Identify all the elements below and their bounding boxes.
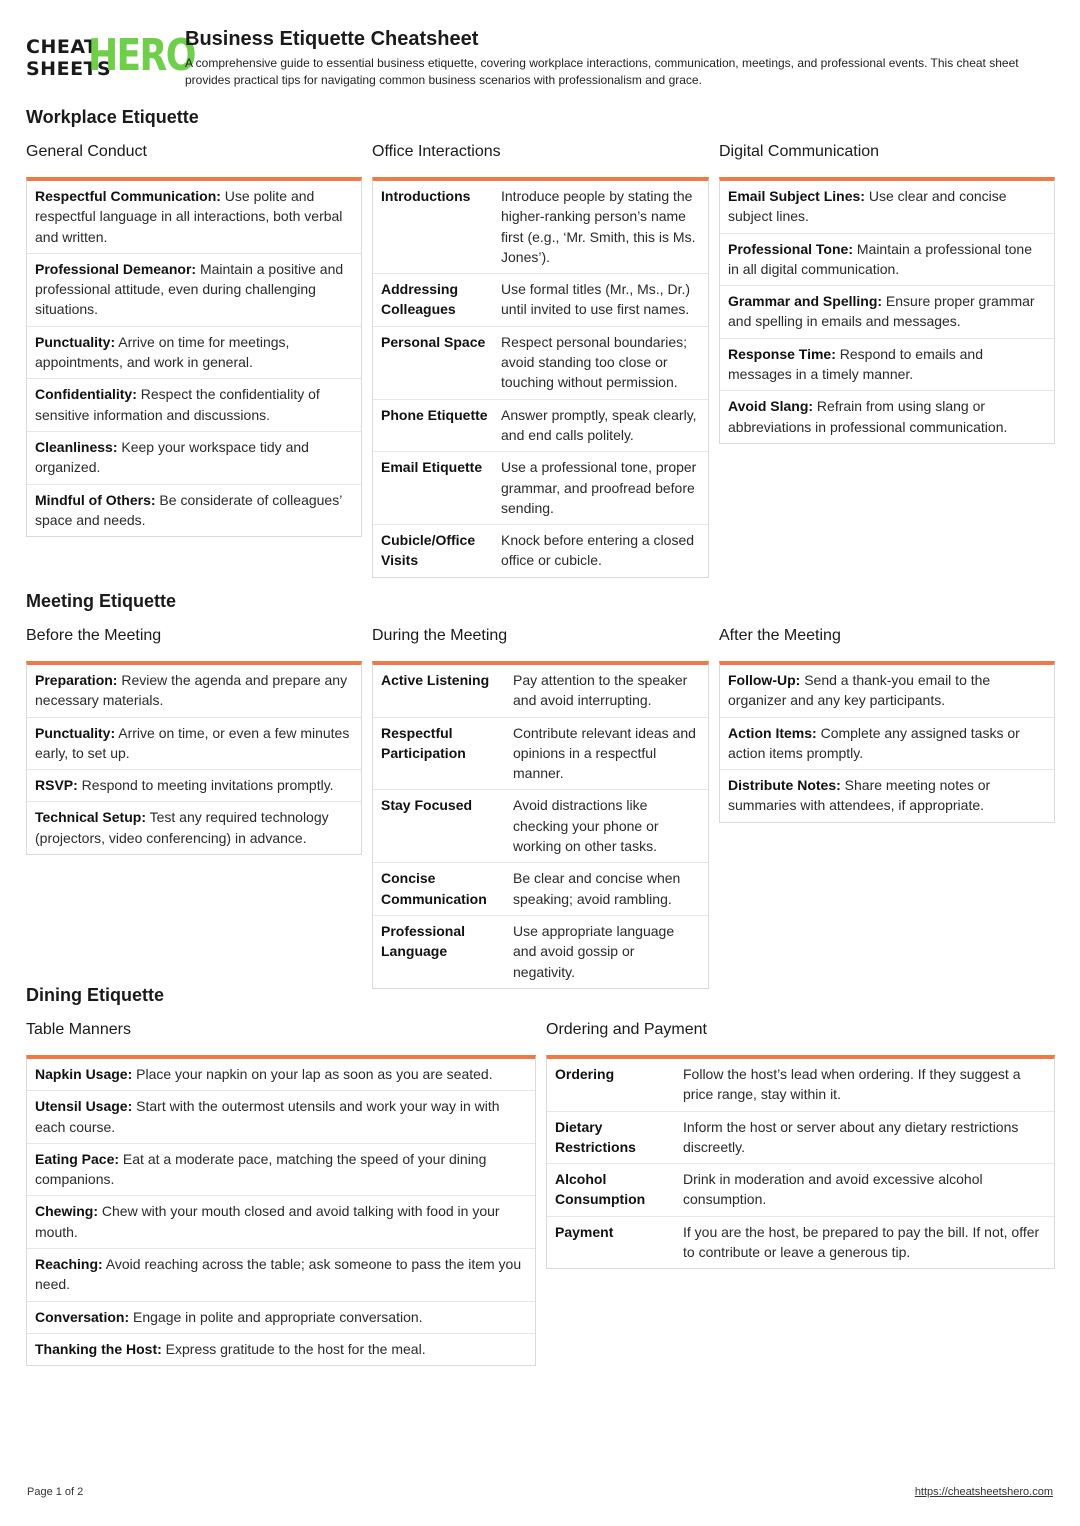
item-description: Start with the outermost utensils and work your way in with each course. xyxy=(35,1098,500,1135)
list-card xyxy=(719,661,1055,823)
logo-text-sheets: SHEETS xyxy=(26,58,112,80)
cheatsheetshero-logo[interactable] xyxy=(26,30,195,86)
item-term: Email Subject Lines: xyxy=(728,188,865,204)
row-term: Ordering xyxy=(555,1066,615,1082)
table-row xyxy=(547,1217,1054,1269)
list-item xyxy=(27,379,361,432)
section-title-meeting: Meeting Etiquette xyxy=(26,591,177,611)
table-row xyxy=(373,452,708,525)
item-term: Preparation: xyxy=(35,672,118,688)
list-item xyxy=(27,1059,535,1091)
row-description: Be clear and concise when speaking; avoid rambling. xyxy=(513,870,681,907)
list-item xyxy=(720,286,1054,339)
table-row xyxy=(547,1112,1054,1165)
subsection-title: After the Meeting xyxy=(719,627,841,644)
item-description: Refrain from using slang or abbreviations in professional communication. xyxy=(728,398,1008,435)
list-item xyxy=(720,181,1054,234)
item-description: Eat at a moderate pace, matching the speed of your dining companions. xyxy=(35,1150,487,1188)
row-term: Introductions xyxy=(381,188,471,204)
table-row xyxy=(373,665,708,718)
item-description: Use clear and concise subject lines. xyxy=(728,188,1007,225)
item-term: Follow-Up: xyxy=(728,672,801,688)
item-term: Mindful of Others: xyxy=(35,491,156,508)
row-term: Stay Focused xyxy=(381,797,473,814)
item-term: Response Time: xyxy=(728,345,836,362)
table-row xyxy=(373,790,708,863)
list-item xyxy=(27,802,361,854)
item-term: Thanking the Host: xyxy=(35,1340,162,1357)
row-description: Pay attention to the speaker and avoid interrupting. xyxy=(513,672,688,709)
item-term: Distribute Notes: xyxy=(728,777,841,794)
item-description: Share meeting notes or summaries with attendees, if appropriate. xyxy=(728,777,991,814)
list-item xyxy=(27,1302,535,1334)
item-term: Confidentiality: xyxy=(35,386,137,403)
item-description: Arrive on time for meetings, appointments, and work in general. xyxy=(35,333,290,371)
row-term: Respectful Participation xyxy=(381,724,466,761)
item-term: Cleanliness: xyxy=(35,438,118,455)
list-item xyxy=(720,770,1054,822)
row-description: Use appropriate language and avoid gossip or negativity. xyxy=(513,922,675,980)
item-term: Respectful Communication: xyxy=(35,188,221,204)
item-description: Engage in polite and appropriate conversation. xyxy=(129,1308,423,1325)
list-item xyxy=(27,1334,535,1365)
table-row xyxy=(373,863,708,916)
subsection-title: During the Meeting xyxy=(372,627,508,644)
row-description: Use a professional tone, proper grammar, and proofread before sending. xyxy=(501,459,697,516)
row-description: Inform the host or server about any dietary restrictions discreetly. xyxy=(683,1118,1019,1155)
row-description: Introduce people by stating the higher-ranking person’s name first (e.g., ‘Mr. Smith, this is Ms. Jones’). xyxy=(501,188,696,265)
list-item xyxy=(27,665,361,718)
column-after-meeting xyxy=(719,627,1055,823)
table-row xyxy=(373,327,708,400)
item-term: Utensil Usage: xyxy=(35,1098,133,1115)
item-term: Technical Setup: xyxy=(35,809,146,826)
list-item xyxy=(27,1196,535,1249)
list-item xyxy=(27,770,361,802)
row-description: Follow the host’s lead when ordering. If they suggest a price range, stay within it. xyxy=(683,1066,1021,1103)
list-card xyxy=(26,1055,536,1366)
table-row xyxy=(373,718,708,791)
site-link[interactable]: https://cheatsheetshero.com xyxy=(914,1486,1053,1498)
subsection-title: General Conduct xyxy=(26,143,147,160)
item-description: Keep your workspace tidy and organized. xyxy=(35,438,309,476)
list-item xyxy=(27,181,361,254)
column-general-conduct xyxy=(26,143,362,537)
table-row xyxy=(373,525,708,577)
table-row xyxy=(373,916,708,988)
page-number: Page 1 of 2 xyxy=(27,1486,84,1498)
item-description: Chew with your mouth closed and avoid talking with food in your mouth. xyxy=(35,1203,500,1240)
table-row xyxy=(547,1164,1054,1217)
item-description: Ensure proper grammar and spelling in emails and messages. xyxy=(728,293,1035,330)
row-term: Payment xyxy=(555,1223,614,1240)
item-description: Be considerate of colleagues’ space and needs. xyxy=(35,491,342,528)
table-row xyxy=(373,274,708,327)
row-term: Cubicle/Office Visits xyxy=(381,532,476,569)
subsection-title: Ordering and Payment xyxy=(546,1021,707,1038)
column-before-meeting xyxy=(26,627,362,855)
list-item xyxy=(27,327,361,380)
page-description: A comprehensive guide to essential business etiquette, covering workplace interactions, communication, meetings, and professional events. This cheat sheet provides practical tips for navigating common business scenarios with professionalism and grace. xyxy=(185,56,1019,87)
row-description: Avoid distractions like checking your phone or working on other tasks. xyxy=(513,797,659,855)
column-office-interactions xyxy=(372,143,709,578)
section-title-workplace: Workplace Etiquette xyxy=(26,107,199,127)
column-during-meeting xyxy=(372,627,709,989)
column-ordering-payment xyxy=(546,1021,1055,1269)
table-row xyxy=(373,400,708,453)
list-item xyxy=(27,254,361,327)
table-row xyxy=(373,181,708,274)
logo-text-cheat: CHEAT xyxy=(26,36,98,58)
item-description: Respond to meeting invitations promptly. xyxy=(77,777,334,794)
item-term: Napkin Usage: xyxy=(35,1066,133,1082)
row-description: Use formal titles (Mr., Ms., Dr.) until invited to use first names. xyxy=(501,281,691,318)
item-term: Grammar and Spelling: xyxy=(728,293,883,310)
item-description: Send a thank-you email to the organizer and any key participants. xyxy=(728,672,991,709)
row-term: Professional Language xyxy=(381,922,466,960)
item-description: Arrive on time, or even a few minutes early, to set up. xyxy=(35,724,350,761)
list-item xyxy=(27,432,361,485)
list-item xyxy=(720,339,1054,392)
list-card xyxy=(26,177,362,537)
subsection-title: Digital Communication xyxy=(719,143,880,160)
page-title: Business Etiquette Cheatsheet xyxy=(185,28,479,50)
table-card xyxy=(372,177,709,578)
item-description: Avoid reaching across the table; ask someone to pass the item you need. xyxy=(35,1256,522,1293)
list-item xyxy=(27,718,361,771)
row-term: Concise Communication xyxy=(381,870,487,907)
row-description: Contribute relevant ideas and opinions in a respectful manner. xyxy=(513,724,696,782)
item-term: RSVP: xyxy=(35,777,78,794)
list-item xyxy=(720,718,1054,771)
list-card xyxy=(26,661,362,855)
list-item xyxy=(720,665,1054,718)
column-table-manners xyxy=(26,1021,536,1366)
item-term: Conversation: xyxy=(35,1308,130,1325)
item-description: Respond to emails and messages in a timely manner. xyxy=(728,345,983,383)
item-term: Punctuality: xyxy=(35,333,116,350)
row-description: Answer promptly, speak clearly, and end calls politely. xyxy=(501,406,697,443)
item-term: Action Items: xyxy=(728,724,817,741)
item-term: Chewing: xyxy=(35,1203,98,1220)
column-digital-communication xyxy=(719,143,1055,444)
item-term: Professional Tone: xyxy=(728,240,853,257)
row-term: Active Listening xyxy=(381,672,490,688)
row-description: Drink in moderation and avoid excessive alcohol consumption. xyxy=(683,1171,983,1208)
row-description: If you are the host, be prepared to pay the bill. If not, offer to contribute or leave a generous tip. xyxy=(683,1223,1040,1261)
item-description: Express gratitude to the host for the meal. xyxy=(161,1340,426,1357)
list-item xyxy=(27,1249,535,1302)
item-description: Maintain a professional tone in all digital communication. xyxy=(728,240,1032,277)
item-term: Avoid Slang: xyxy=(728,398,814,415)
item-term: Reaching: xyxy=(35,1256,103,1273)
row-term: Email Etiquette xyxy=(381,459,483,476)
list-card xyxy=(719,177,1055,444)
subsection-title: Before the Meeting xyxy=(26,627,162,644)
subsection-title: Office Interactions xyxy=(372,143,501,160)
item-description: Place your napkin on your lap as soon as you are seated. xyxy=(132,1066,493,1082)
item-description: Respect the confidentiality of sensitive information and discussions. xyxy=(35,386,320,423)
item-term: Professional Demeanor: xyxy=(35,260,197,277)
item-term: Eating Pace: xyxy=(35,1150,120,1167)
item-description: Use polite and respectful language in all interactions, both verbal and written. xyxy=(35,188,343,245)
item-description: Review the agenda and prepare any necessary materials. xyxy=(35,672,348,709)
row-description: Knock before entering a closed office or cubicle. xyxy=(501,532,695,569)
section-title-dining: Dining Etiquette xyxy=(26,985,164,1005)
row-term: Personal Space xyxy=(381,333,486,350)
logo-text-hero: HERO xyxy=(88,30,195,81)
list-item xyxy=(27,1144,535,1197)
row-term: Alcohol Consumption xyxy=(555,1171,646,1208)
item-term: Punctuality: xyxy=(35,724,116,741)
row-description: Respect personal boundaries; avoid standing too close or touching without permission. xyxy=(501,333,688,391)
page-header xyxy=(26,28,1056,92)
item-description: Test any required technology (projectors, video conferencing) in advance. xyxy=(35,809,329,846)
list-item xyxy=(720,391,1054,443)
list-item xyxy=(27,485,361,537)
table-card xyxy=(546,1055,1055,1269)
row-term: Phone Etiquette xyxy=(381,406,488,423)
subsection-title: Table Manners xyxy=(26,1021,131,1038)
item-description: Complete any assigned tasks or action items promptly. xyxy=(728,724,1020,761)
item-description: Maintain a positive and professional attitude, even during challenging situations. xyxy=(35,260,344,318)
row-term: Dietary Restrictions xyxy=(555,1118,636,1155)
list-item xyxy=(720,234,1054,287)
row-term: Addressing Colleagues xyxy=(381,281,459,318)
table-card xyxy=(372,661,709,989)
table-row xyxy=(547,1059,1054,1112)
list-item xyxy=(27,1091,535,1144)
